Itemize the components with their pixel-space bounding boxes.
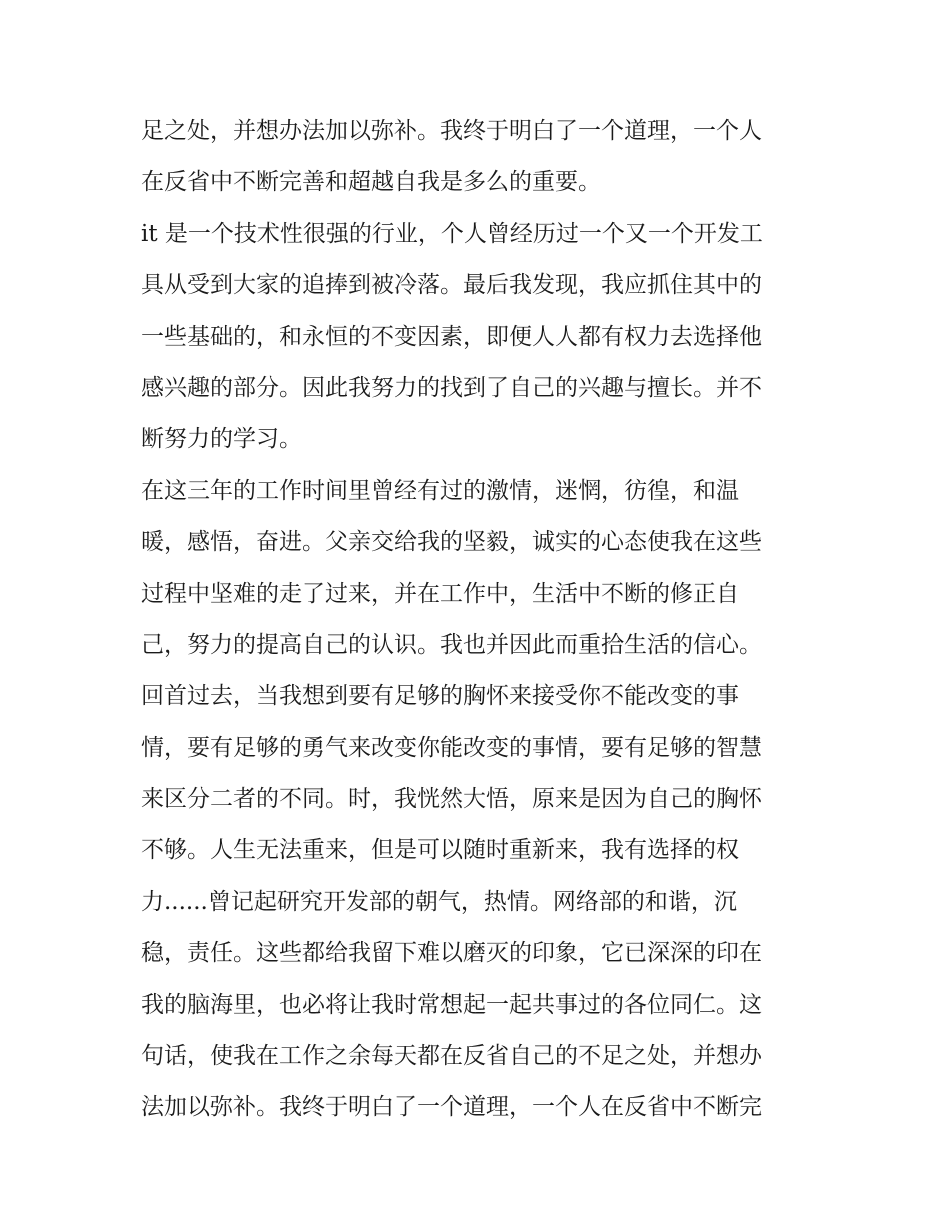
text-line: 暖，感悟，奋进。父亲交给我的坚毅，诚实的心态使我在这些 bbox=[141, 529, 762, 556]
text-line: 情，要有足够的勇气来改变你能改变的事情，要有足够的智慧 bbox=[141, 734, 762, 761]
text-line: 句话，使我在工作之余每天都在反省自己的不足之处，并想办 bbox=[141, 1043, 762, 1070]
text-line: 稳，责任。这些都给我留下难以磨灭的印象，它已深深的印在 bbox=[141, 940, 762, 967]
text-line: 不够。人生无法重来，但是可以随时重新来，我有选择的权 bbox=[141, 837, 739, 864]
text-line: 法加以弥补。我终于明白了一个道理，一个人在反省中不断完 bbox=[141, 1094, 762, 1121]
text-line: 具从受到大家的追捧到被冷落。最后我发现，我应抓住其中的 bbox=[141, 272, 762, 299]
text-line: 在这三年的工作时间里曾经有过的激情，迷惘，彷徨，和温 bbox=[141, 477, 739, 504]
text-line: 我的脑海里，也必将让我时常想起一起共事过的各位同仁。这 bbox=[141, 991, 762, 1018]
text-line: 来区分二者的不同。时，我恍然大悟，原来是因为自己的胸怀 bbox=[141, 786, 762, 813]
text-line: 断努力的学习。 bbox=[141, 426, 302, 453]
text-line: 足之处，并想办法加以弥补。我终于明白了一个道理，一个人 bbox=[141, 118, 762, 144]
text-line: 力......曾记起研究开发部的朝气，热情。网络部的和谐，沉 bbox=[141, 888, 737, 915]
text-line: 过程中坚难的走了过来，并在工作中，生活中不断的修正自 bbox=[141, 580, 739, 607]
text-line: 一些基础的，和永恒的不变因素，即便人人都有权力去选择他 bbox=[141, 323, 762, 350]
text-line: 感兴趣的部分。因此我努力的找到了自己的兴趣与擅长。并不 bbox=[141, 374, 762, 401]
text-line: 己，努力的提高自己的认识。我也并因此而重拾生活的信心。 bbox=[141, 631, 762, 658]
text-line: 在反省中不断完善和超越自我是多么的重要。 bbox=[141, 169, 601, 196]
text-line: it 是一个技术性很强的行业，个人曾经历过一个又一个开发工 bbox=[141, 220, 763, 247]
text-line: 回首过去，当我想到要有足够的胸怀来接受你不能改变的事 bbox=[141, 683, 739, 710]
document-body bbox=[141, 106, 821, 1134]
